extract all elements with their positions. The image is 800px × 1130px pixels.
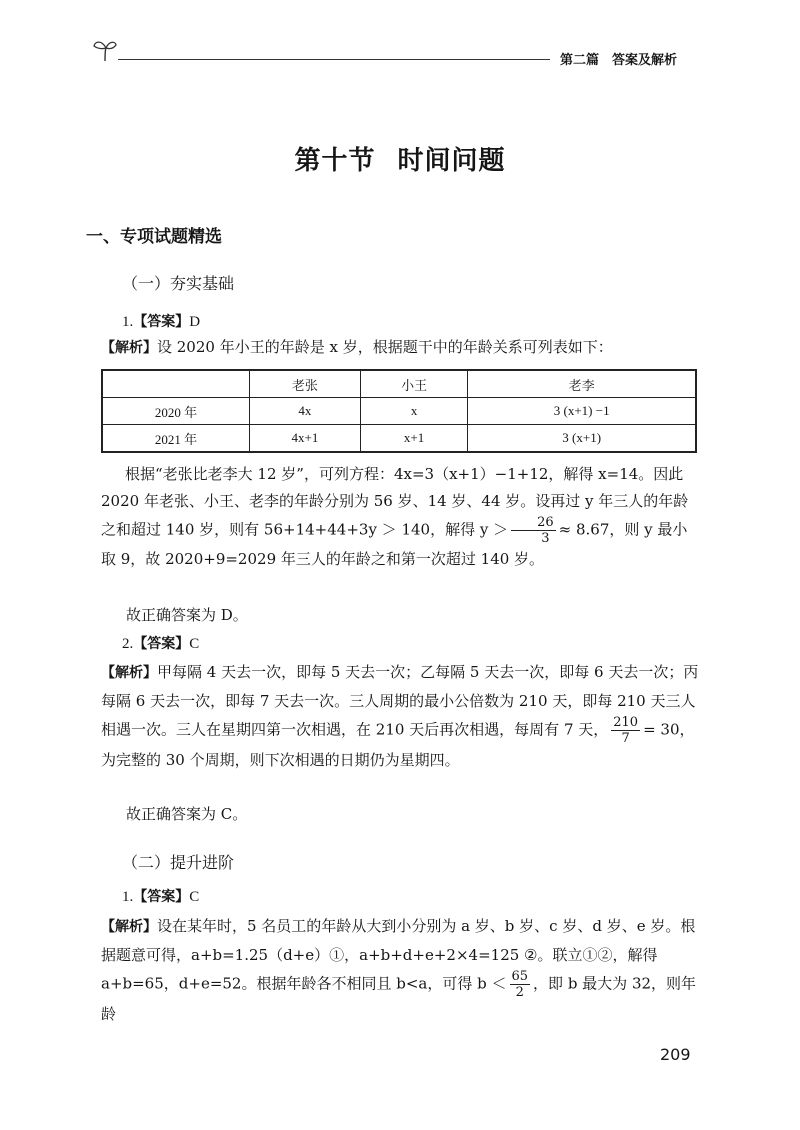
- table-cell: 3 (x+1): [468, 425, 696, 453]
- table-cell: 2021 年: [102, 425, 250, 453]
- q3-answer: C: [189, 889, 200, 905]
- q3-analysis-body: [101, 912, 701, 1028]
- q3-number: 1.: [122, 889, 134, 905]
- q1-body-a: 根据“老张比老李大 12 岁”，可列方程：4x=3（x+1）−1+12，解得 x=14。因此 2020 年老张、小王、老李的年龄分别为 56 岁、14 岁、44 岁。设再过 y 年三人的年龄之和超过 140 岁，则有 56+14+44+3y ＞ 140，解得 y ＞: [101, 465, 689, 539]
- page-number: 209: [660, 1045, 691, 1064]
- answer-label: 【答案】: [133, 636, 190, 652]
- table-cell: 3 (x+1) −1: [468, 398, 696, 425]
- header-section: 第二篇 答案及解析: [560, 53, 678, 68]
- q2-conclusion: 故正确答案为 C。: [126, 805, 248, 823]
- analysis-label: 【解析】: [101, 665, 157, 681]
- title-topic: 时间问题: [397, 146, 506, 176]
- q3-fraction: [510, 969, 531, 1000]
- q1-answer-line: [122, 311, 200, 331]
- analysis-label: 【解析】: [101, 340, 157, 356]
- fraction-numerator: 210: [613, 715, 639, 730]
- fraction-denominator: 2: [515, 985, 524, 1000]
- table-header-row: [102, 370, 696, 398]
- table-cell: x: [360, 398, 468, 425]
- q1-analysis-intro: [101, 334, 701, 361]
- table-header-cell: 老李: [468, 370, 696, 398]
- q1-number: 1.: [122, 314, 134, 330]
- table-cell: x+1: [360, 425, 468, 453]
- fraction-numerator: 65: [511, 969, 529, 984]
- table-cell: 2020 年: [102, 398, 250, 425]
- fraction-denominator: 7: [621, 731, 630, 746]
- q2-answer: C: [189, 636, 200, 652]
- q1-conclusion: 故正确答案为 D。: [126, 606, 248, 624]
- q3-answer-line: [122, 886, 199, 906]
- q2-analysis-body: [101, 658, 701, 774]
- heading-basic: （一）夯实基础: [122, 274, 235, 293]
- table-cell: 4x: [250, 398, 361, 425]
- q3-body-b: ，即 b 最大为 32，则年龄: [101, 974, 697, 1023]
- page-title: [0, 140, 800, 177]
- title-section: 第十节: [294, 146, 376, 176]
- q2-number: 2.: [122, 636, 134, 652]
- q1-intro-text: 设 2020 年小王的年龄是 x 岁，根据题干中的年龄关系可列表如下：: [157, 338, 613, 356]
- heading-advanced: （二）提升进阶: [122, 853, 235, 872]
- q2-fraction: [611, 715, 640, 746]
- table-row: [102, 398, 696, 425]
- q1-fraction: [511, 515, 556, 546]
- header-rule: [118, 59, 550, 60]
- table-cell: 4x+1: [250, 425, 361, 453]
- q2-body-b: = 30，为完整的 30 个周期，则下次相遇的日期仍为星期四。: [101, 720, 695, 769]
- q3-body-a: 设在某年时，5 名员工的年龄从大到小分别为 a 岁、b 岁、c 岁、d 岁、e 岁。根据题意可得，a+b=1.25（d+e）①，a+b+d+e+2×4=125 ②。联立①②，解得 a+b=65，d+e=52。根据年龄各不相同且 b<a，可得 b ＜: [101, 917, 696, 993]
- q2-body-a: 甲每隔 4 天去一次，即每 5 天去一次；乙每隔 5 天去一次，即每 6 天去一次；丙每隔 6 天去一次，即每 7 天去一次。三人周期的最小公倍数为 210 天，即每 210 天三人相遇一次。三人在星期四第一次相遇，在 210 天后再次相遇，每周有 7 天，: [101, 663, 699, 739]
- analysis-label: 【解析】: [101, 919, 157, 935]
- q2-answer-line: [122, 633, 199, 653]
- answer-label: 【答案】: [133, 889, 190, 905]
- sprout-icon: [92, 37, 118, 63]
- table-header-cell: 老张: [250, 370, 361, 398]
- answer-label: 【答案】: [133, 314, 190, 330]
- age-table: [101, 369, 697, 453]
- table-row: [102, 425, 696, 453]
- q1-analysis-body: [101, 461, 701, 573]
- table-header-cell: [102, 370, 250, 398]
- q1-answer: D: [189, 314, 201, 330]
- fraction-numerator: 26: [511, 515, 556, 531]
- table-header-cell: 小王: [360, 370, 468, 398]
- q1-body-b: ≈ 8.67，则 y 最小取 9，故 2020+9=2029 年三人的年龄之和第一次超过 140 岁。: [101, 520, 688, 568]
- heading-section-1: 一、专项试题精选: [86, 227, 222, 247]
- fraction-denominator: 3: [541, 531, 550, 546]
